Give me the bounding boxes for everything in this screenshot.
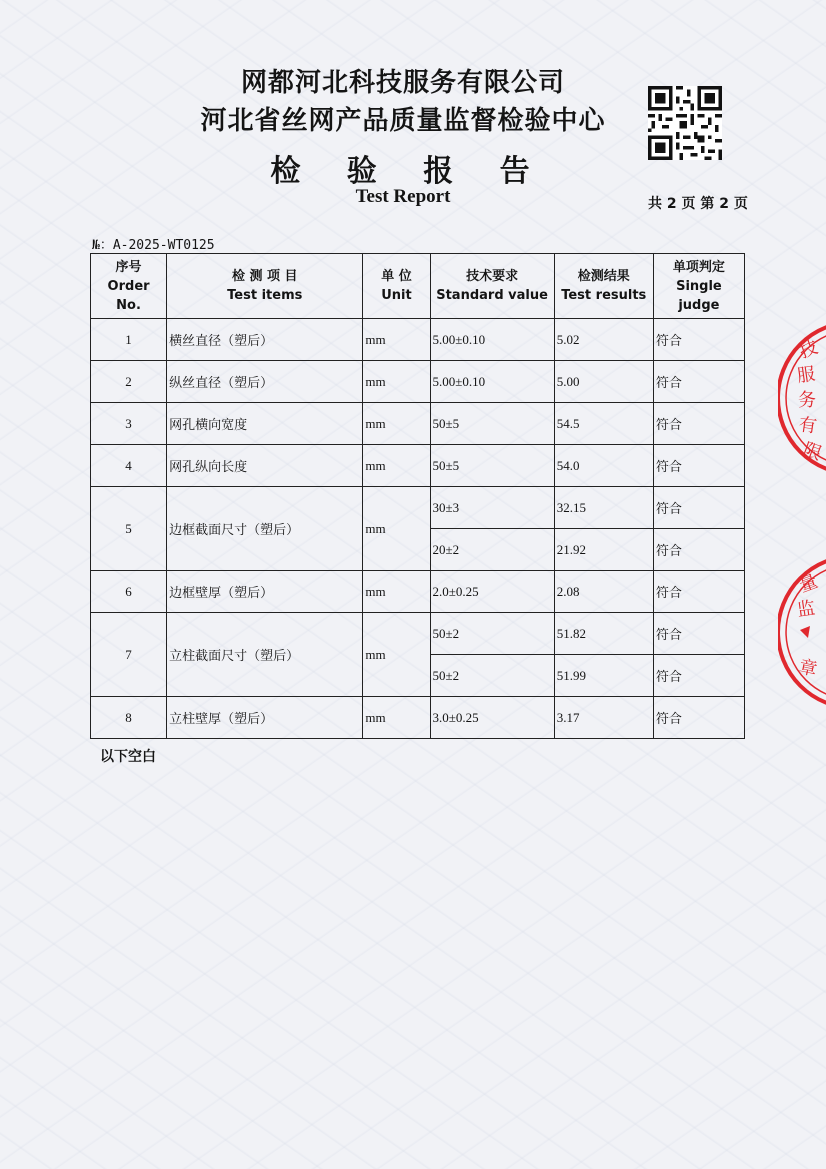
single-judge: 符合	[653, 571, 744, 613]
standard-value: 50±5	[430, 445, 554, 487]
test-result: 5.02	[554, 319, 653, 361]
standard-value: 50±2	[430, 655, 554, 697]
svg-text:技: 技	[796, 336, 821, 363]
company-name: 网都河北科技服务有限公司	[240, 68, 565, 98]
header-test-results: 检测结果 Test results	[554, 254, 653, 319]
official-seal-bottom	[778, 552, 826, 712]
center-name: 河北省丝网产品质量监督检验中心	[200, 106, 606, 136]
test-results-table	[90, 253, 745, 739]
report-title-en: Test Report	[355, 186, 451, 207]
single-judge: 符合	[653, 403, 744, 445]
single-judge: 符合	[653, 529, 744, 571]
unit: mm	[363, 697, 430, 739]
test-item: 立柱壁厚（塑后）	[167, 697, 363, 739]
svg-text:限: 限	[800, 438, 825, 465]
order-no: 7	[91, 613, 167, 697]
svg-text:有: 有	[797, 414, 819, 438]
header-single-judge: 单项判定 Single judge	[653, 254, 744, 319]
unit: mm	[363, 361, 430, 403]
test-result: 51.82	[554, 613, 653, 655]
test-item: 立柱截面尺寸（塑后）	[167, 613, 363, 697]
header-order: 序号 Order No.	[91, 254, 167, 319]
single-judge: 符合	[653, 487, 744, 529]
order-no: 4	[91, 445, 167, 487]
test-result: 54.0	[554, 445, 653, 487]
standard-value: 50±5	[430, 403, 554, 445]
standard-value: 20±2	[430, 529, 554, 571]
test-item: 边框壁厚（塑后）	[167, 571, 363, 613]
svg-text:章: 章	[796, 656, 819, 681]
test-result: 51.99	[554, 655, 653, 697]
table-row	[91, 361, 745, 403]
header-standard-value: 技术要求 Standard value	[430, 254, 554, 319]
table-row	[91, 487, 745, 529]
header-unit: 单 位 Unit	[363, 254, 430, 319]
svg-text:量: 量	[796, 570, 821, 597]
table-row	[91, 613, 745, 655]
test-result: 32.15	[554, 487, 653, 529]
table-row	[91, 571, 745, 613]
unit: mm	[363, 319, 430, 361]
table-row	[91, 697, 745, 739]
header-test-items: 检 测 项 目 Test items	[167, 254, 363, 319]
svg-text:服: 服	[795, 363, 817, 387]
unit: mm	[363, 487, 430, 571]
unit: mm	[363, 445, 430, 487]
page-indicator: 共 2 页 第 2 页	[648, 196, 748, 212]
single-judge: 符合	[653, 445, 744, 487]
unit: mm	[363, 571, 430, 613]
table-header-row	[91, 254, 745, 319]
standard-value: 2.0±0.25	[430, 571, 554, 613]
test-result: 54.5	[554, 403, 653, 445]
order-no: 3	[91, 403, 167, 445]
blank-below-note: 以下空白	[100, 749, 156, 765]
test-item: 横丝直径（塑后）	[167, 319, 363, 361]
order-no: 2	[91, 361, 167, 403]
table-row	[91, 403, 745, 445]
test-result: 21.92	[554, 529, 653, 571]
standard-value: 50±2	[430, 613, 554, 655]
single-judge: 符合	[653, 361, 744, 403]
unit: mm	[363, 613, 430, 697]
single-judge: 符合	[653, 319, 744, 361]
svg-text:务: 务	[798, 390, 816, 411]
test-result: 2.08	[554, 571, 653, 613]
order-no: 6	[91, 571, 167, 613]
table-row	[91, 319, 745, 361]
standard-value: 5.00±0.10	[430, 319, 554, 361]
single-judge: 符合	[653, 655, 744, 697]
standard-value: 5.00±0.10	[430, 361, 554, 403]
standard-value: 3.0±0.25	[430, 697, 554, 739]
unit: mm	[363, 403, 430, 445]
order-no: 1	[91, 319, 167, 361]
test-item: 网孔横向宽度	[167, 403, 363, 445]
report-number: №：A-2025-WT0125	[92, 238, 215, 253]
test-item: 纵丝直径（塑后）	[167, 361, 363, 403]
official-seal-top	[778, 318, 826, 478]
test-item: 网孔纵向长度	[167, 445, 363, 487]
test-result: 3.17	[554, 697, 653, 739]
standard-value: 30±3	[430, 487, 554, 529]
order-no: 8	[91, 697, 167, 739]
table-row	[91, 445, 745, 487]
order-no: 5	[91, 487, 167, 571]
qr-code-icon	[648, 86, 722, 160]
test-result: 5.00	[554, 361, 653, 403]
report-title-cn: 检 验 报 告	[270, 154, 548, 189]
svg-text:监: 监	[795, 597, 817, 621]
single-judge: 符合	[653, 697, 744, 739]
test-item: 边框截面尺寸（塑后）	[167, 487, 363, 571]
single-judge: 符合	[653, 613, 744, 655]
